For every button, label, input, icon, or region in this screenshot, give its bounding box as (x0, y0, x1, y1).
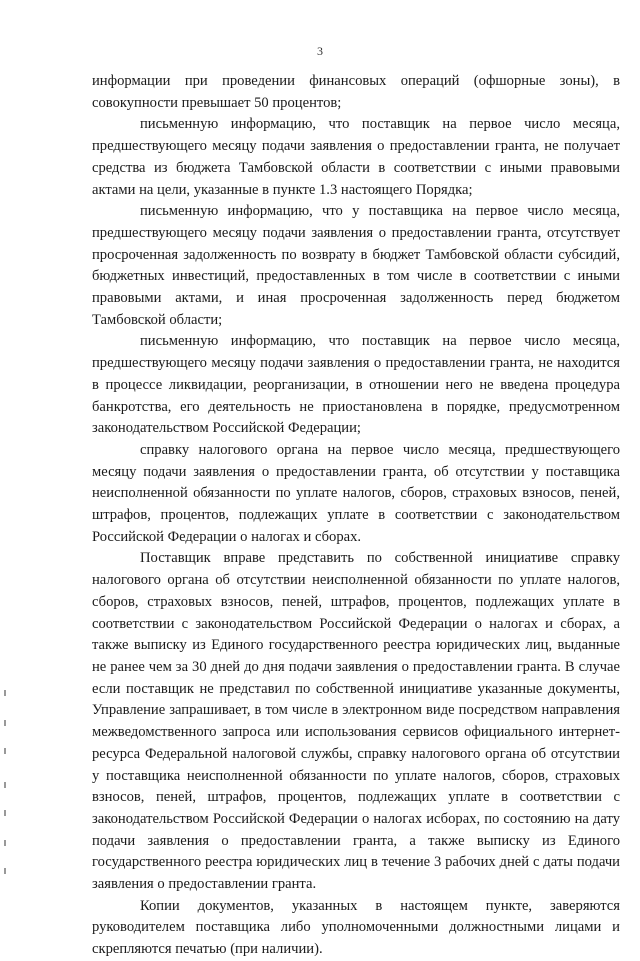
paragraph: Поставщик вправе представить по собственной инициативе справку налогового органа об отсутствии неисполненной обязанности по уплате налогов, сборов, страховых взносов, пеней, штрафов, процентов, подлежащих уплате в соответствии с законодательством Российской Федерации о налогах и сборах, а также выписку из Единого государственного реестра юридических лиц, выданные не ранее чем за 30 дней до дня подачи заявления о предоставлении гранта. В случае если поставщик не представил по собственной инициативе указанные документы, Управление запрашивает, в том числе в электронном виде посредством направления межведомственного запроса или использования сервисов официального интернет-ресурса Федеральной налоговой службы, справку налогового органа об отсутствии у поставщика неисполненной обязанности по уплате налогов, сборов, страховых взносов, пеней, штрафов, процентов, подлежащих уплате в соответствии с законодательством Российской Федерации о налогах исборах, по состоянию на дату подачи заявления о предоставлении гранта, а также выписку из Единого государственного реестра юридических лиц в течение 3 рабочих дней с даты подачи заявления о предоставлении гранта. (92, 550, 620, 893)
paragraph: письменную информацию, что поставщик на первое число месяца, предшествующего месяцу подачи заявления о предоставлении гранта, не находится в процессе ликвидации, реорганизации, в отношении него не введена процедура банкротства, его деятельность не приостановлена в порядке, предусмотренном законодательством Российской Федерации; (92, 333, 620, 437)
scan-margin-marks (4, 690, 10, 880)
paragraph: информации при проведении финансовых операций (офшорные зоны), в совокупности превышает 50 процентов; (92, 73, 620, 111)
document-body (92, 71, 620, 961)
paragraph: письменную информацию, что поставщик на первое число месяца, предшествующего месяцу подачи заявления о предоставлении гранта, не получает средства из бюджета Тамбовской области в соответствии с иными правовыми актами на цели, указанные в пункте 1.3 настоящего Порядка; (92, 116, 620, 198)
paragraph: письменную информацию, что у поставщика на первое число месяца, предшествующего месяцу подачи заявления о предоставлении гранта, отсутствует просроченная задолженность по возврату в бюджет Тамбовской области субсидий, бюджетных инвестиций, предоставленных в том числе в соответствии с иными правовыми актами, и иная просроченная задолженность перед бюджетом Тамбовской области; (92, 203, 620, 328)
page-number: 3 (317, 44, 323, 58)
paragraph: справку налогового органа на первое число месяца, предшествующего месяцу подачи заявления о предоставлении гранта, об отсутствии у поставщика неисполненной обязанности по уплате налогов, сборов, страховых взносов, пеней, штрафов, процентов, подлежащих уплате в соответствии с законодательством Российской Федерации о налогах и сборах. (92, 441, 620, 545)
paragraph: Копии документов, указанных в настоящем пункте, заверяются руководителем поставщика либо уполномоченными должностными лицами и скрепляются печатью (при наличии). (92, 897, 620, 958)
